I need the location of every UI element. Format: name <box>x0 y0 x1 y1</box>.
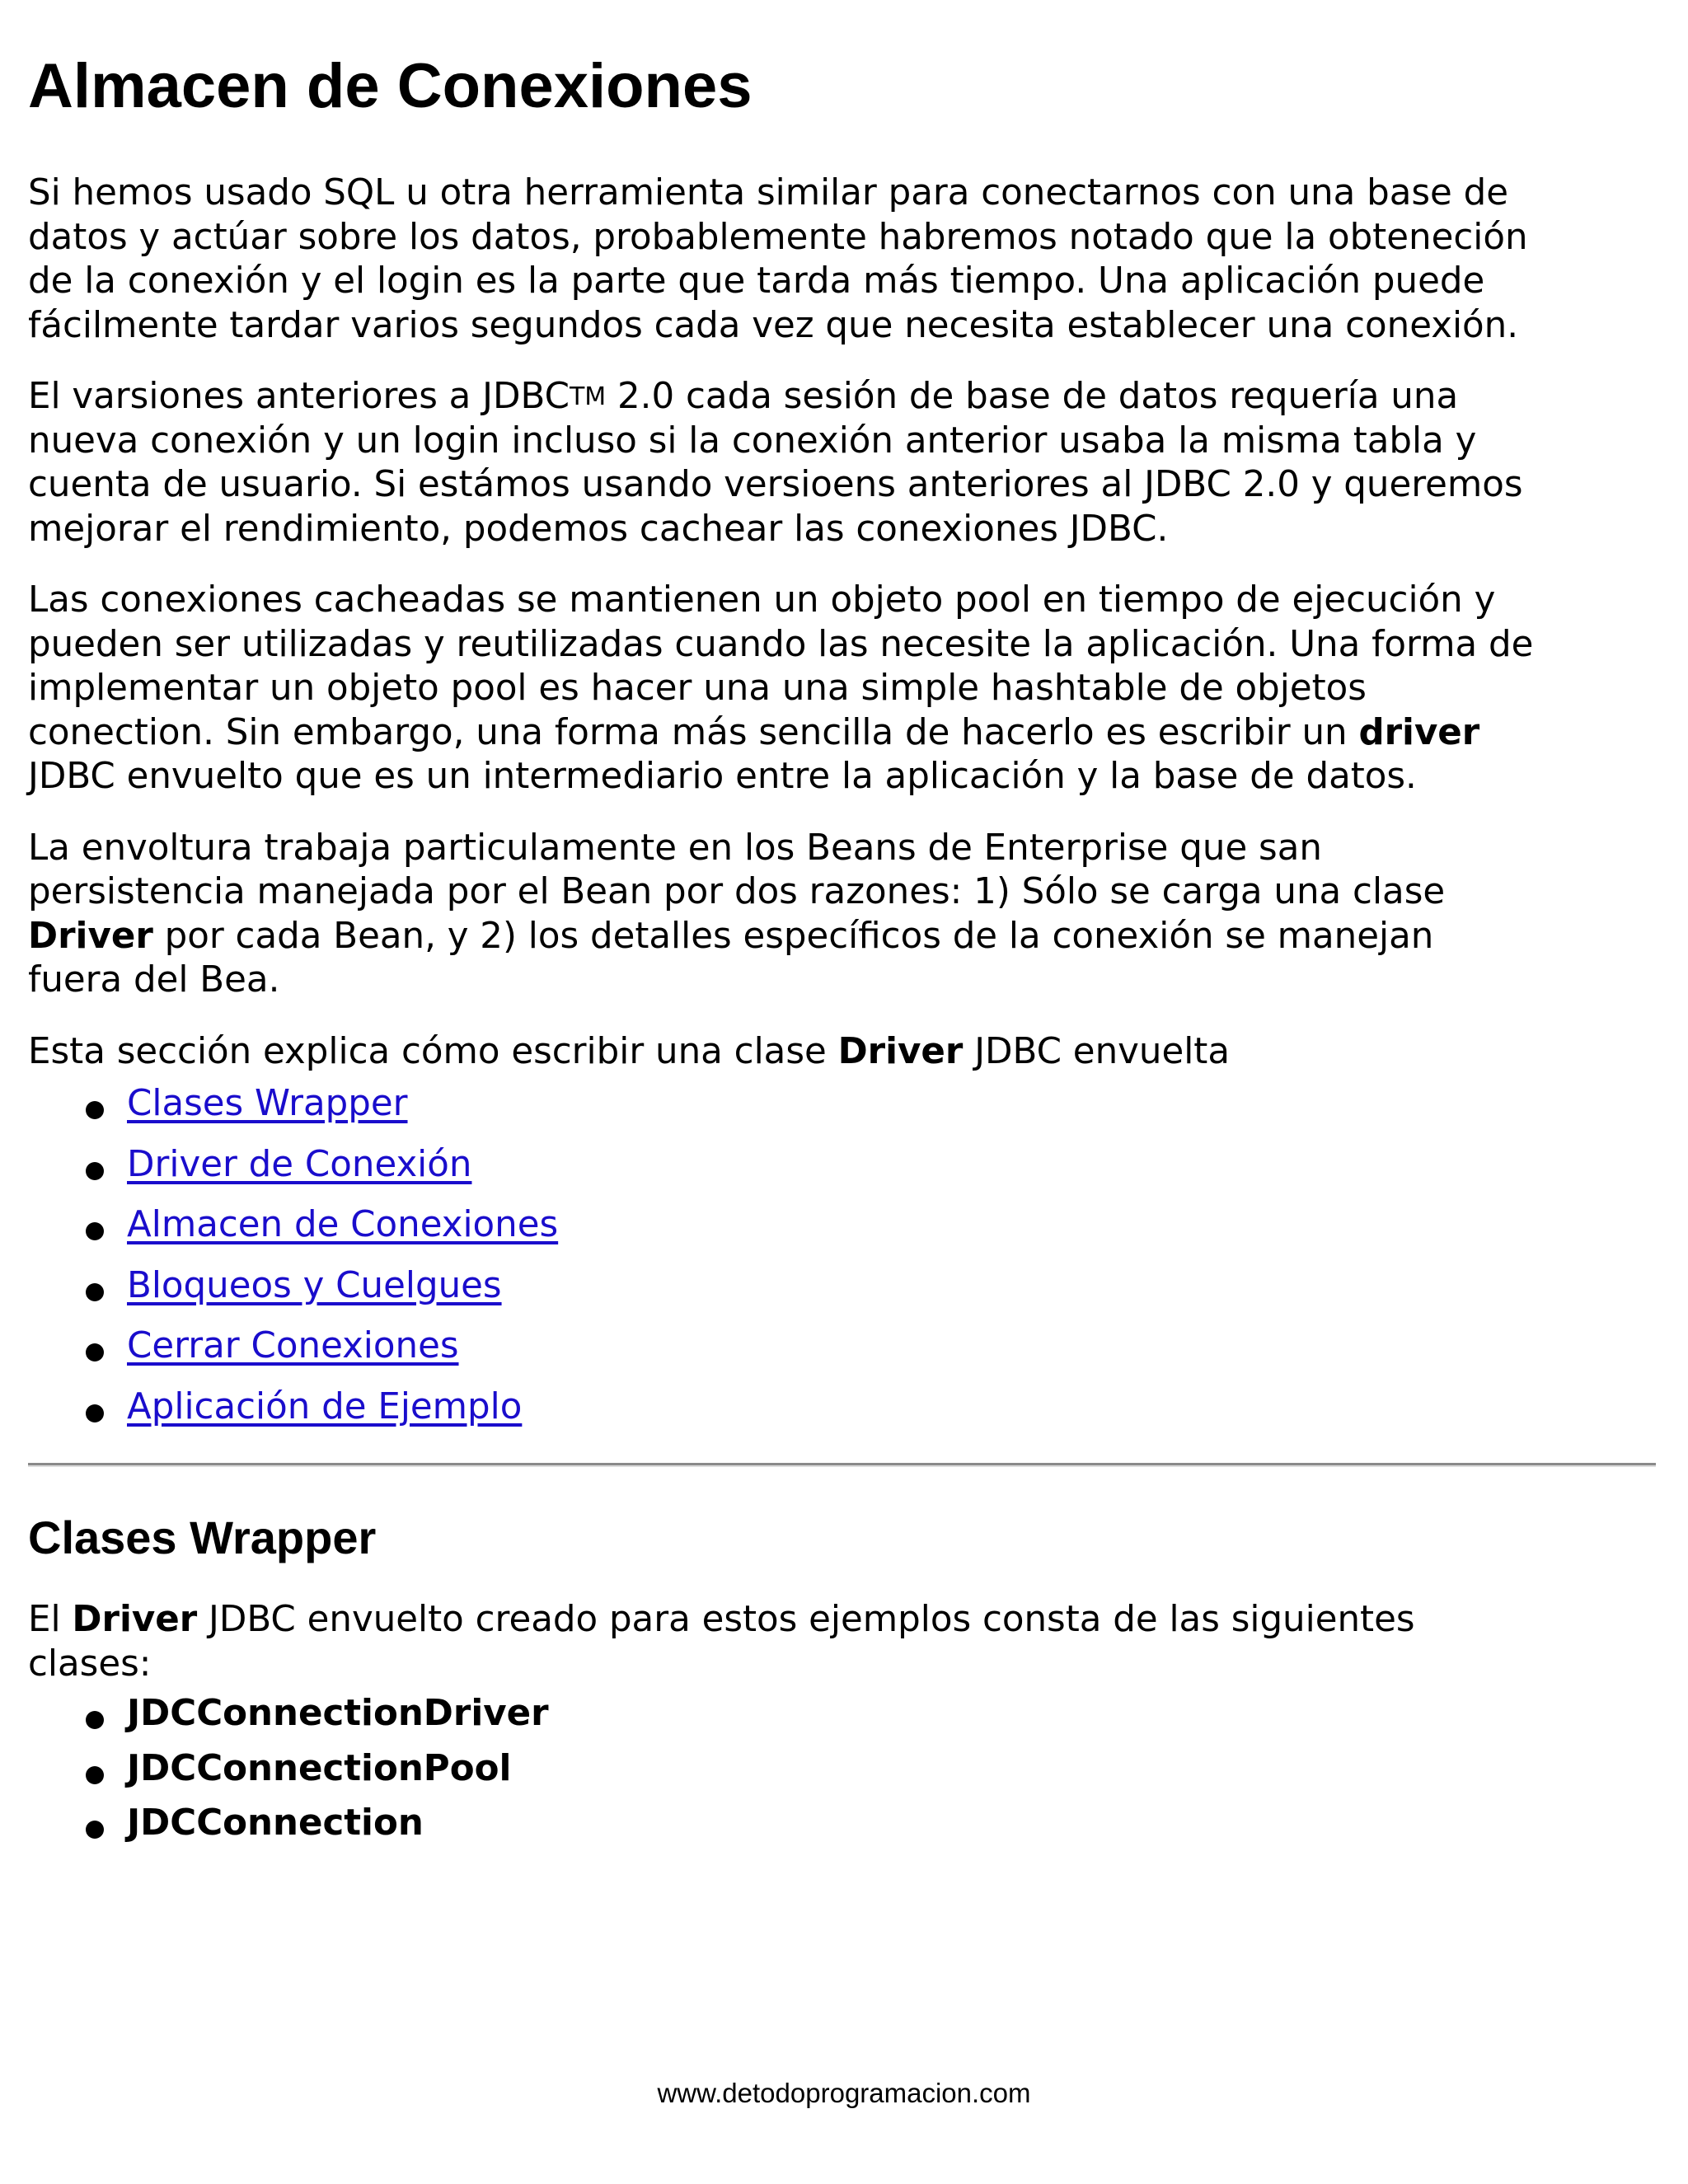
link-aplicacion-de-ejemplo[interactable]: Aplicación de Ejemplo <box>127 1385 523 1427</box>
paragraph-wrapper-benefits <box>28 827 1660 1003</box>
text-line: mejorar el rendimiento, podemos cachear las conexiones JDBC. <box>28 508 1169 550</box>
class-name: JDCConnectionDriver <box>127 1693 549 1734</box>
text-segment: Esta sección explica cómo escribir una clase <box>28 1030 838 1072</box>
bullet-icon <box>86 1821 104 1839</box>
list-item <box>28 1796 1660 1851</box>
bullet-icon <box>86 1101 104 1119</box>
section-links-list <box>28 1074 1660 1437</box>
text-line <box>28 1598 1660 1643</box>
text-line <box>28 711 1660 756</box>
link-cerrar-conexiones[interactable]: Cerrar Conexiones <box>127 1325 459 1366</box>
bullet-icon <box>86 1222 104 1240</box>
text-line: nueva conexión y un login incluso si la conexión anterior usaba la misma tabla y <box>28 419 1477 462</box>
text-line: implementar un objeto pool es hacer una una simple hashtable de objetos <box>28 668 1367 709</box>
text-line: La envoltura trabaja particulamente en los Beans de Enterprise que san <box>28 827 1322 869</box>
paragraph-wrapper-classes <box>28 1598 1660 1686</box>
class-name: JDCConnection <box>127 1802 424 1844</box>
bold-term: driver <box>1358 711 1480 753</box>
bullet-icon <box>86 1283 104 1301</box>
paragraph-section-summary <box>28 1030 1660 1075</box>
bullet-icon <box>86 1766 104 1784</box>
list-item <box>28 1256 1660 1317</box>
text-segment: 2.0 cada sesión de base de datos requería una <box>606 376 1459 417</box>
bold-term: Driver <box>837 1030 964 1072</box>
page-title: Almacen de Conexiones <box>28 51 753 121</box>
section-heading: Clases Wrapper <box>28 1511 377 1563</box>
list-item <box>28 1686 1660 1741</box>
section-divider <box>28 1463 1656 1467</box>
text-line: Si hemos usado SQL u otra herramienta similar para conectarnos con una base de <box>28 172 1508 213</box>
text-line: pueden ser utilizadas y reutilizadas cuando las necesite la aplicación. Una forma de <box>28 623 1534 665</box>
text-line <box>28 375 1660 419</box>
list-item <box>28 1195 1660 1256</box>
text-segment: JDBC envuelta <box>963 1030 1231 1072</box>
list-item <box>28 1135 1660 1196</box>
link-bloqueos-y-cuelgues[interactable]: Bloqueos y Cuelgues <box>127 1264 502 1306</box>
link-driver-de-conexion[interactable]: Driver de Conexión <box>127 1143 472 1185</box>
page-footer: www.detodoprogramacion.com <box>657 2078 1031 2108</box>
bullet-icon <box>86 1711 104 1729</box>
paragraph-intro <box>28 171 1660 348</box>
wrapper-classes-list <box>28 1686 1660 1851</box>
text-line: datos y actúar sobre los datos, probablemente habremos notado que la obteneción <box>28 216 1528 258</box>
bold-term: Driver <box>28 915 153 957</box>
list-item <box>28 1741 1660 1797</box>
text-line: JDBC envuelto que es un intermediario entre la aplicación y la base de datos. <box>28 756 1417 797</box>
text-segment: JDBC envuelto creado para estos ejemplos consta de las siguientes <box>197 1599 1415 1640</box>
trademark-symbol: TM <box>569 382 607 411</box>
paragraph-jdbc-versions <box>28 375 1660 551</box>
text-line: persistencia manejada por el Bean por dos razones: 1) Sólo se carga una clase <box>28 871 1446 912</box>
text-line: fuera del Bea. <box>28 959 280 1001</box>
paragraph-cached-connections <box>28 579 1660 799</box>
list-item <box>28 1316 1660 1377</box>
list-item <box>28 1074 1660 1135</box>
text-line <box>28 1030 1660 1075</box>
document-page <box>28 49 1660 1851</box>
text-line <box>28 915 1660 959</box>
bullet-icon <box>86 1404 104 1422</box>
text-line: clases: <box>28 1643 152 1685</box>
text-segment: por cada Bean, y 2) los detalles específicos de la conexión se manejan <box>152 915 1434 957</box>
bold-term: Driver <box>72 1599 198 1640</box>
text-line: de la conexión y el login es la parte que tarda más tiempo. Una aplicación puede <box>28 260 1485 302</box>
class-name: JDCConnectionPool <box>127 1747 512 1789</box>
list-item <box>28 1377 1660 1438</box>
text-line: fácilmente tardar varios segundos cada vez que necesita establecer una conexión. <box>28 304 1519 346</box>
link-almacen-de-conexiones[interactable]: Almacen de Conexiones <box>127 1204 559 1245</box>
text-segment: El <box>28 1599 73 1640</box>
text-segment: conection. Sin embargo, una forma más sencilla de hacerlo es escribir un <box>28 711 1359 753</box>
text-line: Las conexiones cacheadas se mantienen un objeto pool en tiempo de ejecución y <box>28 579 1496 621</box>
bullet-icon <box>86 1343 104 1361</box>
link-clases-wrapper[interactable]: Clases Wrapper <box>127 1083 408 1124</box>
bullet-icon <box>86 1162 104 1180</box>
text-line: cuenta de usuario. Si estámos usando versioens anteriores al JDBC 2.0 y queremos <box>28 464 1523 505</box>
text-segment: El varsiones anteriores a JDBC <box>28 376 570 417</box>
